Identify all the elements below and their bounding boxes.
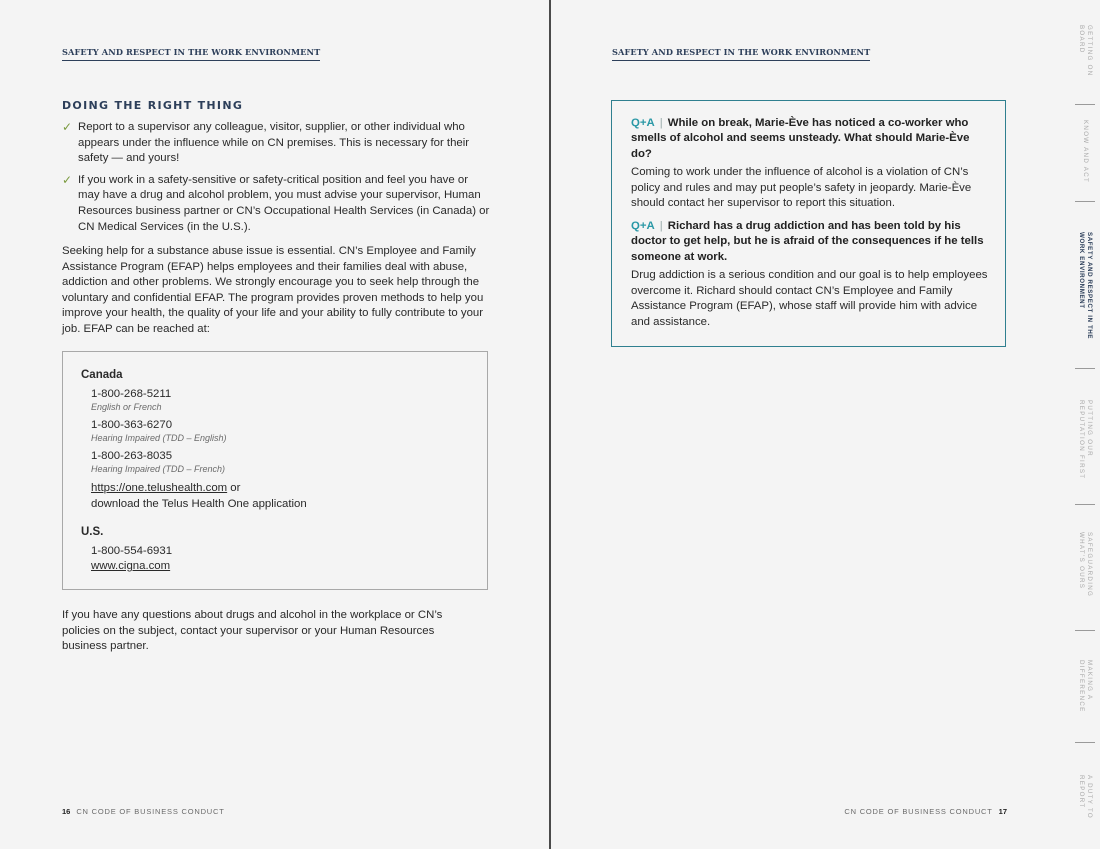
page-number: 17 (998, 807, 1007, 816)
footer-text: CN CODE OF BUSINESS CONDUCT (844, 807, 993, 816)
page-number: 16 (62, 807, 71, 816)
tab-divider (1075, 504, 1095, 505)
tab-label: GETTING ON BOARD (1078, 25, 1093, 77)
tab-a-duty-to-report[interactable] (1070, 775, 1100, 835)
checklist-item-text: Report to a supervisor any colleague, visitor, supplier, or other individual who appears under the influence while on CN premises. This is necessary for their safety — and yours! (78, 121, 470, 165)
telus-link-line (91, 482, 240, 494)
tab-label: KNOW AND ACT (1082, 120, 1089, 184)
qa-question-text: While on break, Marie-Ève has noticed a co-worker who smells of alcohol and seems unsteady. What should Marie-Ève do? (631, 117, 970, 160)
canada-label: Canada (81, 369, 123, 381)
tab-label: A DUTY TO REPORT (1078, 775, 1093, 820)
qa-question (631, 219, 991, 265)
tab-label: SAFETY AND RESPECT IN THE WORK ENVIRONMENT (1078, 232, 1093, 340)
tab-know-and-act[interactable] (1070, 120, 1100, 190)
footer-left (62, 807, 225, 816)
qa-separator: | (659, 117, 663, 129)
telus-health-link[interactable]: https://one.telushealth.com (91, 482, 228, 494)
phone-note: English or French (91, 402, 162, 412)
link-suffix: or (227, 482, 241, 494)
tab-safeguarding-whats-ours[interactable] (1070, 532, 1100, 612)
us-label: U.S. (81, 526, 104, 538)
tab-label: PUTTING OUR REPUTATION FIRST (1078, 400, 1093, 480)
qa-answer: Drug addiction is a serious condition and our goal is to help employees overcome it. Richard should contact CN’s Employee and Family Assistance Program (EFAP), whose staff will provide him with advice and assistance. (631, 269, 988, 328)
checklist-item (62, 173, 492, 235)
efap-contact-box (62, 351, 488, 590)
running-head-left: SAFETY AND RESPECT IN THE WORK ENVIRONMENT (62, 47, 320, 61)
qa-box (611, 100, 1006, 347)
section-tabs (1070, 0, 1100, 849)
tab-divider (1075, 630, 1095, 631)
cigna-link[interactable]: www.cigna.com (91, 560, 171, 572)
qa-question (631, 116, 991, 162)
qa-separator: | (659, 220, 663, 232)
tab-safety-and-respect[interactable] (1070, 232, 1100, 352)
checklist-item-text: If you work in a safety-sensitive or safety-critical position and feel you have or may have a drug and alcohol problem, you must advise your supervisor, Human Resources business partner or CN’s Occupational Health Services (in Canada) or CN Medical Services (in the U.S.). (78, 173, 490, 233)
tab-putting-our-reputation-first[interactable] (1070, 400, 1100, 490)
closing-paragraph: If you have any questions about drugs and alcohol in the workplace or CN’s policies on the subject, contact your supervisor or your Human Resources business partner. (62, 609, 443, 653)
phone-number[interactable]: 1-800-554-6931 (91, 545, 173, 557)
tab-label: SAFEGUARDING WHAT’S OURS (1078, 532, 1093, 598)
phone-note: Hearing Impaired (TDD – French) (91, 464, 226, 474)
qa-tag: Q+A (631, 117, 655, 129)
tab-divider (1075, 368, 1095, 369)
footer-right (844, 807, 1007, 816)
phone-number[interactable]: 1-800-263-8035 (91, 450, 173, 462)
qa-tag: Q+A (631, 220, 655, 232)
qa-item (631, 219, 991, 331)
phone-number[interactable]: 1-800-268-5211 (91, 388, 172, 400)
footer-text: CN CODE OF BUSINESS CONDUCT (76, 807, 225, 816)
tab-getting-on-board[interactable] (1070, 25, 1100, 95)
tab-making-a-difference[interactable] (1070, 660, 1100, 730)
checklist (62, 120, 492, 241)
phone-number[interactable]: 1-800-363-6270 (91, 419, 173, 431)
phone-note: Hearing Impaired (TDD – English) (91, 433, 227, 443)
telus-app-text: download the Telus Health One application (91, 498, 307, 510)
running-head-right: SAFETY AND RESPECT IN THE WORK ENVIRONMENT (612, 47, 870, 61)
tab-label: MAKING A DIFFERENCE (1078, 660, 1093, 713)
qa-answer: Coming to work under the influence of alcohol is a violation of CN’s policy and rules and may put people’s safety in jeopardy. Marie-Ève should contact her supervisor to report this situation. (631, 166, 972, 210)
section-title: DOING THE RIGHT THING (62, 99, 244, 112)
checkmark-icon: ✓ (62, 172, 73, 187)
tab-divider (1075, 742, 1095, 743)
qa-question-text: Richard has a drug addiction and has been told by his doctor to get help, but he is afraid of the consequences if he tells someone at work. (631, 220, 984, 263)
efap-intro-paragraph: Seeking help for a substance abuse issue is essential. CN’s Employee and Family Assistance Program (EFAP) helps employees and their families deal with abuse, addiction and other problems. We strongly encourage you to seek help through the voluntary and confidential EFAP. The program provides proven methods to help you improve your health, the quality of your life and your ability to fully contribute to your job. EFAP can be reached at: (62, 245, 484, 335)
tab-divider (1075, 104, 1095, 105)
qa-item (631, 116, 991, 212)
checkmark-icon: ✓ (62, 120, 73, 134)
checklist-item (62, 120, 492, 167)
tab-divider (1075, 201, 1095, 202)
